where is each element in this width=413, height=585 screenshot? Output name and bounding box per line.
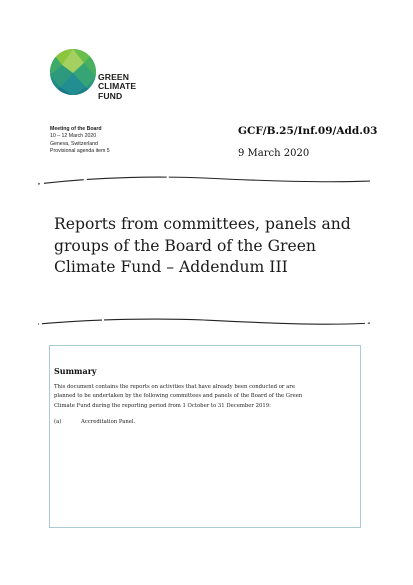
document-date: 9 March 2020 bbox=[238, 148, 310, 159]
title-line: groups of the Board of the Green bbox=[54, 236, 316, 255]
meeting-dates: 10 – 12 March 2020 bbox=[50, 133, 97, 140]
wave-divider-bottom bbox=[36, 316, 372, 330]
title-line: Reports from committees, panels and bbox=[54, 215, 351, 233]
logo-line: CLIMATE bbox=[98, 81, 137, 92]
summary-line: planned to be undertaken by the following committees and panels of the Board of the Green bbox=[54, 393, 303, 400]
document-title bbox=[54, 214, 384, 279]
green-climate-fund-globe-icon bbox=[48, 47, 98, 97]
logo-wordmark bbox=[98, 73, 136, 101]
summary-body bbox=[54, 383, 364, 411]
meeting-info bbox=[50, 126, 110, 156]
meeting-location: Geneva, Switzerland bbox=[50, 140, 98, 147]
list-marker: (a) bbox=[54, 419, 62, 425]
meeting-agenda-item: Provisional agenda item 5 bbox=[50, 148, 110, 155]
list-item-text: Accreditation Panel. bbox=[81, 419, 136, 425]
gcf-logo bbox=[48, 47, 148, 111]
meeting-title: Meeting of the Board bbox=[50, 126, 102, 132]
summary-line: This document contains the reports on activities that have already been conducted or are bbox=[54, 384, 295, 390]
wave-divider-top bbox=[36, 175, 372, 189]
summary-line: Climate Fund during the reporting period from 1 October to 31 December 2019: bbox=[54, 402, 271, 409]
title-line: Climate Fund – Addendum III bbox=[54, 258, 288, 276]
summary-heading: Summary bbox=[54, 366, 97, 376]
logo-line: GREEN bbox=[98, 72, 130, 82]
logo-line: FUND bbox=[98, 90, 123, 101]
document-symbol: GCF/B.25/Inf.09/Add.03 bbox=[238, 125, 378, 137]
